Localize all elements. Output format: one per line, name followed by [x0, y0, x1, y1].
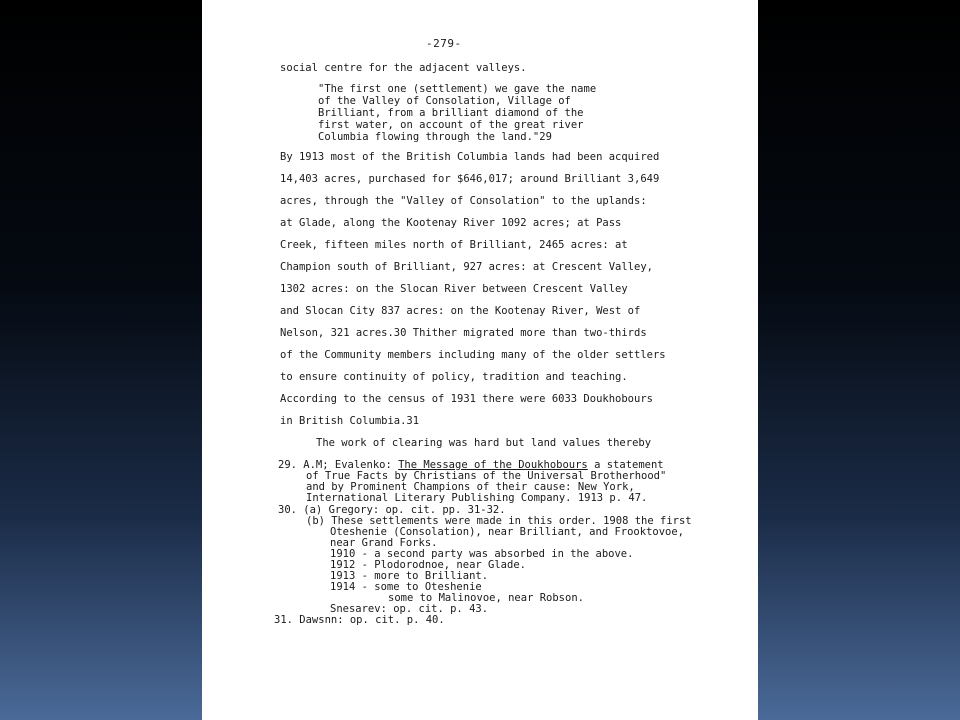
footnote-line: 1912 - Plodorodnoe, near Glade.: [330, 559, 526, 571]
footnote-line: and by Prominent Champions of their cause: New York,: [306, 481, 635, 493]
footnote-line: Snesarev: op. cit. p. 43.: [330, 603, 489, 615]
footnote-29-prefix: 29. A.M; Evalenko:: [278, 459, 399, 471]
footnote-line: 1914 - some to Oteshenie: [330, 581, 482, 593]
body-line: Nelson, 321 acres.30 Thither migrated more than two-thirds: [280, 327, 647, 339]
page-number: -279-: [426, 37, 462, 50]
body-line: By 1913 most of the British Columbia lands had been acquired: [280, 151, 660, 163]
footnote-line: some to Malinovoe, near Robson.: [388, 592, 584, 604]
body-line: acres, through the "Valley of Consolation" to the uplands:: [280, 195, 647, 207]
body-line: social centre for the adjacent valleys.: [280, 62, 527, 74]
body-line: 1302 acres: on the Slocan River between Crescent Valley: [280, 283, 628, 295]
body-line: Champion south of Brilliant, 927 acres: at Crescent Valley,: [280, 261, 653, 273]
quote-line: Columbia flowing through the land."29: [318, 131, 552, 143]
footnote-29-title: The Message of the Doukhobours: [398, 459, 588, 471]
quote-line: Brilliant, from a brilliant diamond of the: [318, 107, 584, 119]
quote-line: of the Valley of Consolation, Village of: [318, 95, 571, 107]
quote-line: first water, on account of the great river: [318, 119, 584, 131]
footnote-line: of True Facts by Christians of the Universal Brotherhood": [306, 470, 667, 482]
footnote-line: near Grand Forks.: [330, 537, 438, 549]
body-line: According to the census of 1931 there were 6033 Doukhobours: [280, 393, 653, 405]
footnote-line: (b) These settlements were made in this order. 1908 the first: [306, 515, 692, 527]
footnote-line: 1910 - a second party was absorbed in the above.: [330, 548, 634, 560]
body-line: to ensure continuity of policy, tradition and teaching.: [280, 371, 628, 383]
body-line: of the Community members including many of the older settlers: [280, 349, 666, 361]
footnote-line: International Literary Publishing Company. 1913 p. 47.: [306, 492, 648, 504]
body-line: 14,403 acres, purchased for $646,017; around Brilliant 3,649: [280, 173, 660, 185]
footnote-31: 31. Dawsnn: op. cit. p. 40.: [274, 614, 445, 626]
body-line: The work of clearing was hard but land values thereby: [316, 437, 652, 449]
body-line: at Glade, along the Kootenay River 1092 acres; at Pass: [280, 217, 622, 229]
footnote-29-rest: a statement: [587, 459, 664, 471]
document-page: [202, 0, 758, 720]
footnote-30: 30. (a) Gregory: op. cit. pp. 31-32.: [278, 504, 506, 516]
body-line: and Slocan City 837 acres: on the Kootenay River, West of: [280, 305, 641, 317]
footnote-line: Oteshenie (Consolation), near Brilliant, and Frooktovoe,: [330, 526, 685, 538]
quote-line: "The first one (settlement) we gave the name: [318, 83, 597, 95]
footnote-line: 1913 - more to Brilliant.: [330, 570, 489, 582]
body-line: Creek, fifteen miles north of Brilliant, 2465 acres: at: [280, 239, 628, 251]
body-line: in British Columbia.31: [280, 415, 420, 427]
